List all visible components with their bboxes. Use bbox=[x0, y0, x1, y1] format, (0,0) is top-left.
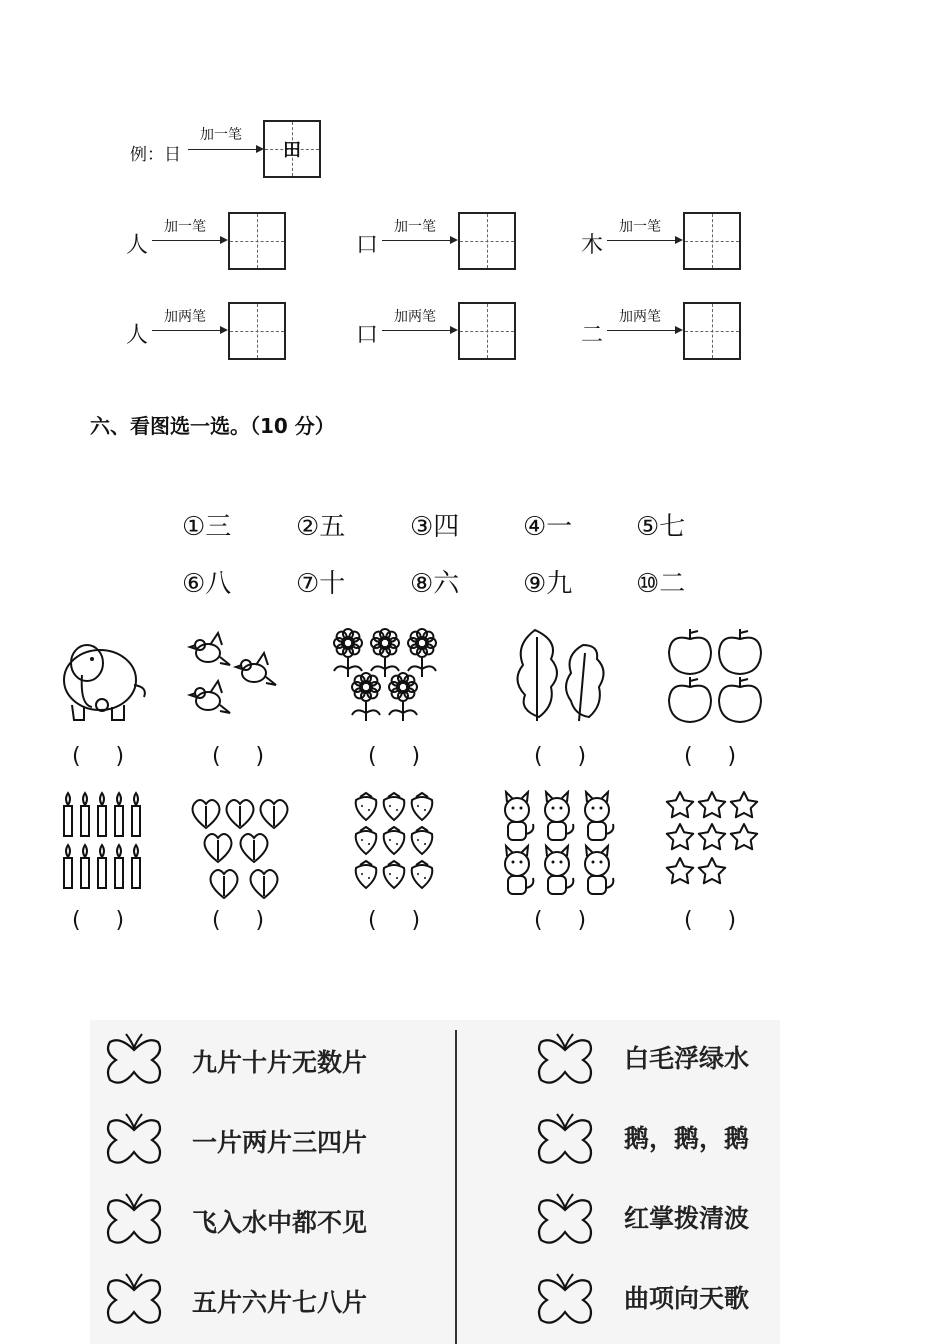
poem-line-right: 白毛浮绿水 bbox=[624, 1044, 750, 1073]
answer-parentheses[interactable]: ( ) bbox=[72, 744, 125, 769]
answer-parentheses[interactable]: ( ) bbox=[368, 908, 421, 933]
butterfly-icon[interactable] bbox=[533, 1268, 597, 1336]
stroke-arrow-label: 加一笔 bbox=[619, 219, 661, 235]
elephant-icon bbox=[52, 625, 152, 729]
stroke-arrow-label: 加一笔 bbox=[164, 219, 206, 235]
stroke-arrow bbox=[382, 330, 456, 331]
poem-line-right: 红掌拨清波 bbox=[624, 1204, 750, 1233]
stroke-arrow bbox=[607, 240, 681, 241]
apple-icon bbox=[662, 625, 772, 729]
candle-icon bbox=[56, 790, 146, 894]
flower-icon bbox=[330, 625, 440, 729]
butterfly-icon[interactable] bbox=[533, 1028, 597, 1096]
stroke-arrow-label: 加两笔 bbox=[394, 309, 436, 325]
stroke-source-char: 口 bbox=[356, 233, 379, 258]
answer-parentheses[interactable]: ( ) bbox=[534, 908, 587, 933]
butterfly-icon[interactable] bbox=[533, 1108, 597, 1176]
leaf-icon bbox=[505, 625, 615, 729]
stroke-answer-box[interactable] bbox=[458, 302, 516, 360]
bird-icon bbox=[180, 625, 280, 729]
answer-parentheses[interactable]: ( ) bbox=[72, 908, 125, 933]
option-item: ④一 bbox=[523, 512, 573, 542]
answer-parentheses[interactable]: ( ) bbox=[212, 744, 265, 769]
example-arrow-label: 加一笔 bbox=[200, 127, 242, 143]
option-item: ⑤七 bbox=[636, 512, 686, 542]
answer-parentheses[interactable]: ( ) bbox=[368, 744, 421, 769]
poem-line-right: 曲项向天歌 bbox=[624, 1284, 750, 1313]
option-item: ⑦十 bbox=[296, 569, 346, 599]
poem-line-right: 鹅，鹅，鹅 bbox=[624, 1124, 750, 1153]
stroke-arrow-label: 加两笔 bbox=[164, 309, 206, 325]
answer-parentheses[interactable]: ( ) bbox=[534, 744, 587, 769]
star-icon bbox=[664, 790, 764, 899]
option-item: ③四 bbox=[410, 512, 460, 542]
option-item: ①三 bbox=[182, 512, 232, 542]
example-answer: 田 bbox=[283, 140, 301, 161]
poem-line-left: 九片十片无数片 bbox=[192, 1048, 368, 1077]
poem-divider bbox=[455, 1030, 457, 1344]
butterfly-icon[interactable] bbox=[533, 1188, 597, 1256]
stroke-source-char: 口 bbox=[356, 323, 379, 348]
stroke-arrow bbox=[152, 240, 226, 241]
butterfly-icon[interactable] bbox=[102, 1268, 166, 1336]
answer-parentheses[interactable]: ( ) bbox=[684, 908, 737, 933]
poem-line-left: 一片两片三四片 bbox=[192, 1128, 368, 1157]
stroke-answer-box[interactable] bbox=[228, 212, 286, 270]
example-prefix: 例：日 bbox=[130, 145, 181, 165]
answer-parentheses[interactable]: ( ) bbox=[212, 908, 265, 933]
option-item: ⑨九 bbox=[523, 569, 573, 599]
option-item: ⑧六 bbox=[410, 569, 460, 599]
stroke-answer-box[interactable] bbox=[683, 212, 741, 270]
section-6-title: 六、看图选一选。（10 分） bbox=[90, 414, 335, 438]
stroke-source-char: 人 bbox=[126, 323, 149, 348]
stroke-source-char: 木 bbox=[581, 233, 604, 258]
stroke-arrow-label: 加两笔 bbox=[619, 309, 661, 325]
stroke-arrow bbox=[382, 240, 456, 241]
stroke-source-char: 二 bbox=[581, 323, 604, 348]
example-arrow bbox=[188, 149, 262, 150]
poem-line-left: 五片六片七八片 bbox=[192, 1288, 368, 1317]
stroke-arrow bbox=[607, 330, 681, 331]
stroke-answer-box[interactable] bbox=[458, 212, 516, 270]
cat-icon bbox=[497, 790, 627, 899]
answer-parentheses[interactable]: ( ) bbox=[684, 744, 737, 769]
example-answer-box bbox=[263, 120, 321, 178]
strawberry-icon bbox=[350, 790, 440, 899]
butterfly-icon[interactable] bbox=[102, 1188, 166, 1256]
butterfly-icon[interactable] bbox=[102, 1028, 166, 1096]
stroke-answer-box[interactable] bbox=[683, 302, 741, 360]
stroke-arrow-label: 加一笔 bbox=[394, 219, 436, 235]
stroke-source-char: 人 bbox=[126, 233, 149, 258]
stroke-answer-box[interactable] bbox=[228, 302, 286, 360]
heart-leaf-icon bbox=[180, 790, 290, 904]
butterfly-icon[interactable] bbox=[102, 1108, 166, 1176]
stroke-arrow bbox=[152, 330, 226, 331]
option-item: ⑩二 bbox=[636, 569, 686, 599]
poem-line-left: 飞入水中都不见 bbox=[192, 1208, 368, 1237]
option-item: ②五 bbox=[296, 512, 346, 542]
option-item: ⑥八 bbox=[182, 569, 232, 599]
